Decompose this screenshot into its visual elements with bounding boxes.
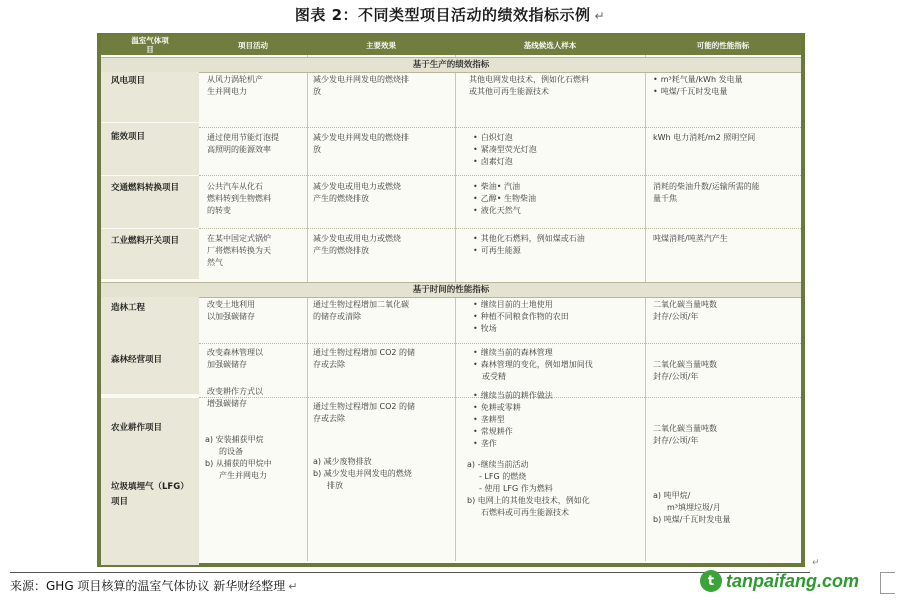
indicator-table xyxy=(97,33,805,567)
cell-effect: a) 减少废物排放 b) 减少发电并网发电的燃烧 排放 xyxy=(313,457,412,490)
divider xyxy=(10,572,810,573)
figure-title xyxy=(0,4,900,25)
cell-indicator: 消耗的柴油升数/运输所需的能 量千焦 xyxy=(653,182,760,203)
cell-effect: 减少发电或用电力或燃烧 产生的燃烧排放 xyxy=(313,182,401,203)
cell-baseline: • 其他化石燃料，例如煤或石油 • 可再生能源 xyxy=(473,233,585,257)
row-label-wind: 风电项目 xyxy=(101,72,199,122)
cell-activity: 通过使用节能灯泡提 高照明的能源效率 xyxy=(207,133,279,154)
row-label-lfg: 垃圾填埋气（LFG）项目 xyxy=(101,458,199,565)
cell-activity: a) 安装捕获甲烷 的设备 b) 从捕获的甲烷中 产生并网电力 xyxy=(205,435,272,480)
cell-indicator: • m³耗气量/kWh 发电量 • 吨煤/千瓦时发电量 xyxy=(653,74,743,98)
watermark-logo xyxy=(700,569,859,593)
cell-activity: 从风力涡轮机产 生并网电力 xyxy=(207,75,263,96)
row-divider xyxy=(199,343,801,344)
cell-effect: 减少发电并网发电的燃烧排 放 xyxy=(313,75,409,96)
row-label-industrial: 工业燃料开关项目 xyxy=(101,229,199,279)
column-divider xyxy=(645,55,646,561)
cell-effect: 减少发电或用电力或燃烧 产生的燃烧排放 xyxy=(313,234,401,255)
row-label-transport: 交通燃料转换项目 xyxy=(101,176,199,228)
header-effect: 主要效果 xyxy=(366,40,396,50)
header-indicator: 可能的性能指标 xyxy=(696,40,750,50)
row-divider xyxy=(199,127,801,128)
cell-baseline: • 柴油• 汽油 • 乙醇• 生物柴油 • 液化天然气 xyxy=(473,181,536,217)
row-label-efficiency: 能效项目 xyxy=(101,123,199,175)
cell-activity: 公共汽车从化石 燃料转到生物燃料 的转变 xyxy=(207,182,271,215)
cell-baseline: 其他电网发电技术，例如化石燃料 或其他可再生能源技术 xyxy=(469,75,589,96)
figure-title-text: 图表 2：不同类型项目活动的绩效指标示例 xyxy=(294,6,591,24)
return-mark-icon: ↵ xyxy=(812,558,820,568)
cell-indicator: 二氧化碳当量吨数 封存/公顷/年 xyxy=(653,300,717,321)
section-title-time: 基于时间的性能指标 xyxy=(101,282,801,298)
source-text: 来源：GHG 项目核算的温室气体协议 新华财经整理 xyxy=(10,579,286,593)
page-edge-mark xyxy=(880,572,895,594)
cell-baseline: a) -继续当前活动 - LFG 的燃烧 - 使用 LFG 作为燃料 b) 电网上的其他发电技术，例如化 石燃料或可再生能源技术 xyxy=(467,460,590,517)
column-divider xyxy=(455,55,456,561)
row-divider xyxy=(199,228,801,229)
leaf-logo-icon: t xyxy=(700,570,722,592)
cell-baseline: • 白炽灯泡 • 紧凑型荧光灯泡 • 卤素灯泡 xyxy=(473,132,537,168)
cell-effect: 减少发电并网发电的燃烧排 放 xyxy=(313,133,409,154)
table-header-row xyxy=(101,35,801,55)
header-project: 温室气体项目 xyxy=(131,36,169,54)
cell-activity: 改变森林管理以 加强碳储存 xyxy=(207,348,263,369)
row-label-forest: 森林经营项目 xyxy=(101,344,199,394)
logo-text: tanpaifang.com xyxy=(726,570,860,591)
cell-baseline: • 继续当前的耕作做法 • 免耕或零耕 • 垄耕型 • 常规耕作 • 垄作 xyxy=(473,390,553,450)
header-activity: 项目活动 xyxy=(238,40,268,50)
cell-effect: 通过生物过程增加二氧化碳 的储存或清除 xyxy=(313,300,409,321)
header-baseline: 基线候选人样本 xyxy=(523,40,577,50)
row-label-afforestation: 造林工程 xyxy=(101,297,199,345)
cell-activity: 改变耕作方式以 增强碳储存 xyxy=(207,387,263,408)
source-note xyxy=(10,577,297,594)
section-title-production: 基于生产的绩效指标 xyxy=(101,57,801,73)
return-mark-icon: ↵ xyxy=(288,580,298,593)
cell-activity: 在某中国定式锅炉 厂将燃料转换为天 然气 xyxy=(207,234,271,267)
cell-indicator: a) 吨甲烷/ m³填埋垃圾/月 b) 吨煤/千瓦时发电量 xyxy=(653,491,731,524)
cell-effect: 通过生物过程增加 CO2 的储 存或去除 xyxy=(313,402,416,423)
cell-baseline: • 继续当前的森林管理 • 森林管理的变化，例如增加间伐 或受精 xyxy=(473,347,593,383)
column-divider xyxy=(307,55,308,561)
cell-indicator: 二氧化碳当量吨数 封存/公顷/年 xyxy=(653,360,717,381)
cell-activity: 改变土地利用 以加强碳储存 xyxy=(207,300,255,321)
row-divider xyxy=(199,175,801,176)
cell-baseline: • 继续目前的土地使用 • 种植不同粮食作物的农田 • 牧场 xyxy=(473,299,569,335)
cell-indicator: 二氧化碳当量吨数 封存/公顷/年 xyxy=(653,424,717,445)
cell-indicator: 吨煤消耗/吨蒸汽产生 xyxy=(653,234,728,243)
row-label-agriculture: 农业耕作项目 xyxy=(101,398,199,458)
cell-indicator: kWh 电力消耗/m2 照明空间 xyxy=(653,133,756,142)
return-mark-icon: ↵ xyxy=(594,9,606,23)
cell-effect: 通过生物过程增加 CO2 的储 存或去除 xyxy=(313,348,416,369)
